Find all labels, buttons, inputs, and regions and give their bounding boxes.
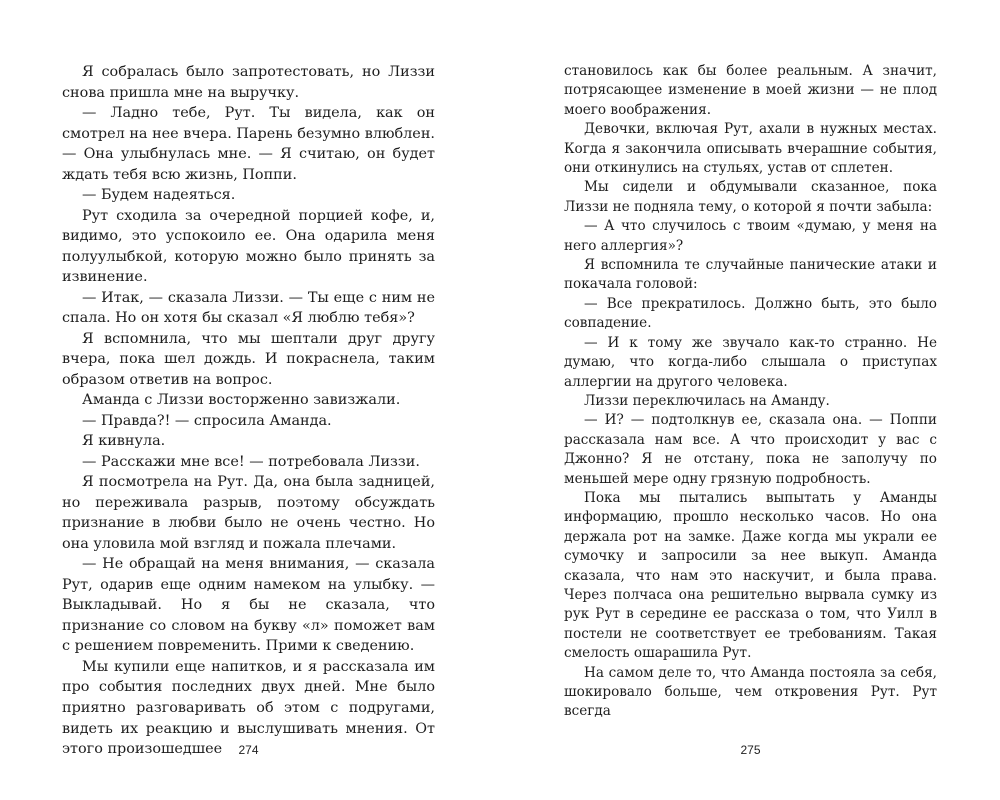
paragraph: Я вспомнила те случайные панические атаки и покачала головой: xyxy=(564,257,937,293)
paragraph: Я посмотрела на Рут. Да, она была задницей, но переживала разрыв, поэтому обсуждать признание в любви было не очень честно. Но она уловила мой взгляд и пожала плечами. xyxy=(62,474,435,552)
paragraph: — И к тому же звучало как-то странно. Не думаю, что когда-либо слышала о приступах аллергии на другого человека. xyxy=(564,334,937,390)
paragraph: Мы сидели и обдумывали сказанное, пока Лиззи не подняла тему, о которой я почти забыла: xyxy=(564,179,937,215)
paragraph: — Все прекратилось. Должно быть, это было совпадение. xyxy=(564,295,937,332)
left-page xyxy=(62,62,435,762)
paragraph: Я кивнула. xyxy=(82,433,166,450)
left-page-text xyxy=(62,62,435,760)
paragraph: — Итак, — сказала Лиззи. — Ты еще с ним не спала. Но он хотя бы сказал «Я люблю тебя»? xyxy=(62,289,435,327)
paragraph: Аманда с Лиззи восторженно завизжали. xyxy=(82,392,401,409)
paragraph: — Будем надеяться. xyxy=(82,187,236,204)
paragraph: — И? — подтолкнув ее, сказала она. — Поппи рассказала нам все. А что происходит у вас с Джонно? Я не отстану, пока не заполучу по меньшей мере одну грязную подробность. xyxy=(564,412,937,487)
paragraph: — Правда?! — спросила Аманда. xyxy=(82,412,332,429)
paragraph: — Не обращай на меня внимания, — сказала Рут, одарив еще одним намеком на улыбку. — Выкладывай. Но я бы не сказала, что признание со словом на букву «л» поможет вам с решением повременить. Прими к сведению. xyxy=(62,556,435,655)
paragraph: Пока мы пытались выпытать у Аманды информацию, прошло несколько часов. Но она держала рот на замке. Даже когда мы украли ее сумочку и запросили за нее выкуп. Аманда сказала, что нам это наскучит, и была права. Через полчаса она решительно вырвала сумку из рук Рут в середине ее рассказа о том, что Уилл в постели не соответствует ее требованиям. Такая смелость ошарашила Рут. xyxy=(564,489,937,662)
paragraph: Девочки, включая Рут, ахали в нужных местах. Когда я закончила описывать вчерашние события, они откинулись на стульях, устав от сплетен. xyxy=(564,121,937,177)
paragraph: Рут сходила за очередной порцией кофе, и, видимо, это успокоило ее. Она одарила меня полуулыбкой, которую можно было принять за извинение. xyxy=(62,207,435,286)
paragraph: Я вспомнила, что мы шептали друг другу вчера, пока шел дождь. И покраснела, таким образом ответив на вопрос. xyxy=(62,330,435,388)
paragraph: Лиззи переключилась на Аманду. xyxy=(584,392,830,409)
paragraph: — А что случилось с твоим «думаю, у меня на него аллергия»? xyxy=(564,218,937,254)
paragraph: Мы купили еще напитков, и я рассказала им про события последних двух дней. Мне было приятно разговаривать об этом с подругами, видеть их реакцию и выслушивать мнения. От этого произошедшее xyxy=(62,658,435,758)
right-page xyxy=(564,62,937,762)
page-number-right: 275 xyxy=(740,743,761,757)
page-number-left: 274 xyxy=(238,743,259,757)
paragraph: — Ладно тебе, Рут. Ты видела, как он смотрел на нее вчера. Парень безумно влюблен. — Она улыбнулась мне. — Я считаю, он будет ждать тебя всю жизнь, Поппи. xyxy=(62,105,435,183)
right-page-text xyxy=(564,62,937,722)
paragraph-continuation: становилось как бы более реальным. А значит, потрясающее изменение в моей жизни — не плод моего воображения. xyxy=(564,63,937,118)
paragraph: Я собралась было запротестовать, но Лиззи снова пришла мне на выручку. xyxy=(62,64,435,101)
paragraph: На самом деле то, что Аманда постояла за себя, шокировало больше, чем откровения Рут. Рут всегда xyxy=(564,664,937,720)
paragraph: — Расскажи мне все! — потребовала Лиззи. xyxy=(82,453,420,470)
